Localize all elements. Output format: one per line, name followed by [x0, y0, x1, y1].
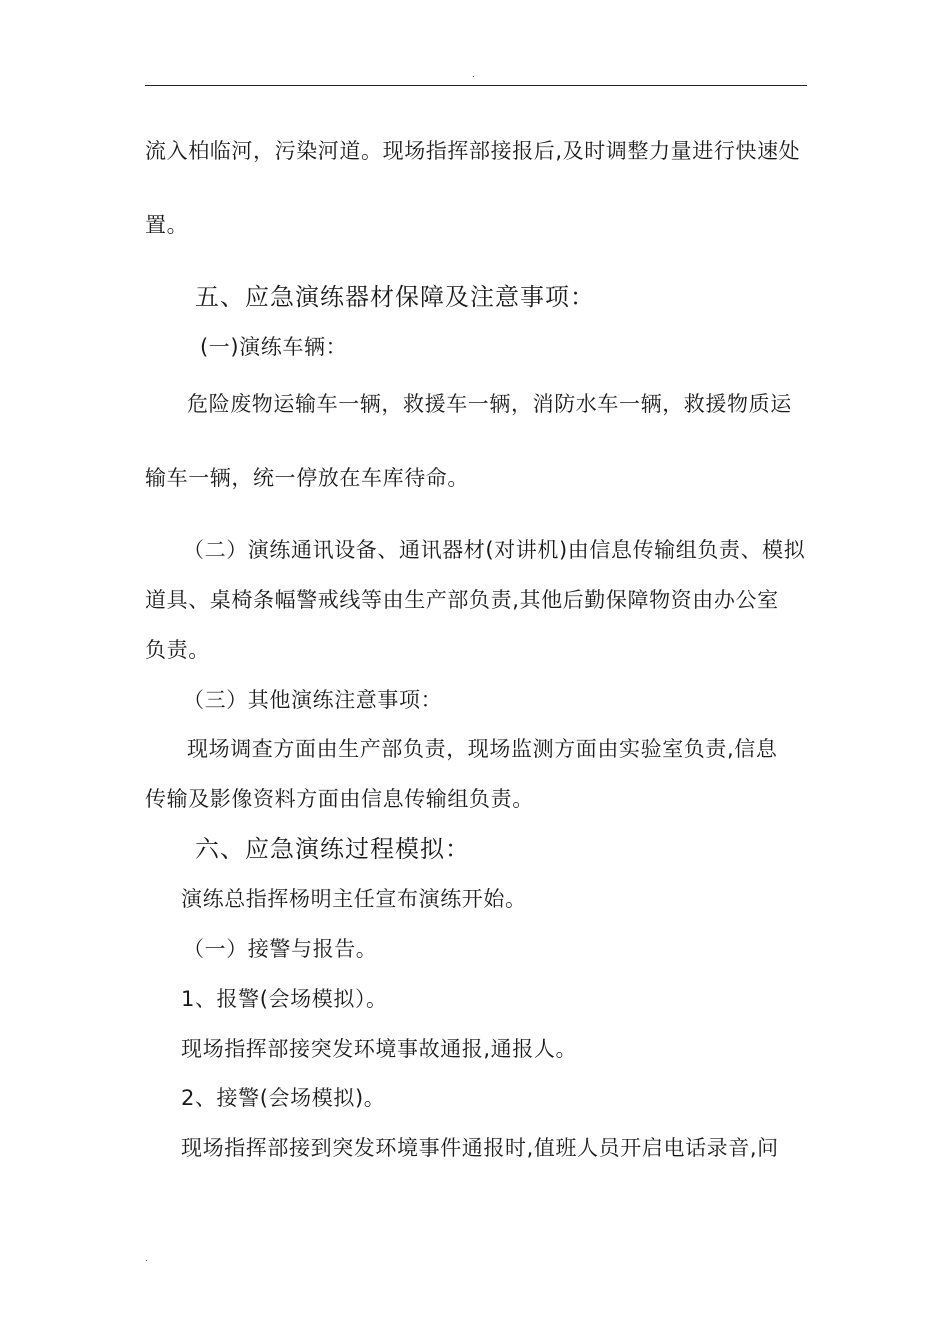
footer-mark: .: [145, 1254, 148, 1263]
body-line: 流入柏临河，污染河道。现场指挥部接报后,及时调整力量进行快速处: [145, 139, 801, 163]
subsection-heading: (一)演练车辆：: [200, 335, 348, 359]
body-line: （二）演练通讯设备、通讯器材(对讲机)由信息传输组负责、模拟: [183, 538, 806, 562]
section-heading: 五、应急演练器材保障及注意事项：: [195, 283, 595, 311]
body-line: 危险废物运输车一辆，救援车一辆，消防水车一辆，救援物质运: [187, 392, 792, 416]
body-line: 道具、桌椅条幅警戒线等由生产部负责,其他后勤保障物资由办公室: [145, 588, 779, 612]
body-line: 现场指挥部接突发环境事故通报,通报人。: [181, 1037, 578, 1061]
body-line: 传输及影像资料方面由信息传输组负责。: [145, 787, 534, 811]
body-line: 2、接警(会场模拟)。: [181, 1086, 386, 1110]
body-line: 1、报警(会场模拟）。: [181, 987, 388, 1011]
body-line: 演练总指挥杨明主任宣布演练开始。: [181, 887, 527, 911]
header-mark: .: [472, 70, 475, 79]
body-line: 现场调查方面由生产部负责，现场监测方面由实验室负责,信息: [187, 737, 778, 761]
subsection-heading: （三）其他演练注意事项：: [183, 688, 443, 712]
body-line: 输车一辆，统一停放在车库待命。: [145, 466, 469, 490]
body-line: 现场指挥部接到突发环境事件通报时,值班人员开启电话录音,问: [181, 1136, 779, 1160]
body-line: 负责。: [145, 638, 210, 662]
body-line: 置。: [145, 213, 189, 237]
section-heading: 六、应急演练过程模拟：: [195, 835, 470, 863]
subsection-heading: （一）接警与报告。: [183, 937, 378, 961]
header-rule: [145, 85, 807, 86]
